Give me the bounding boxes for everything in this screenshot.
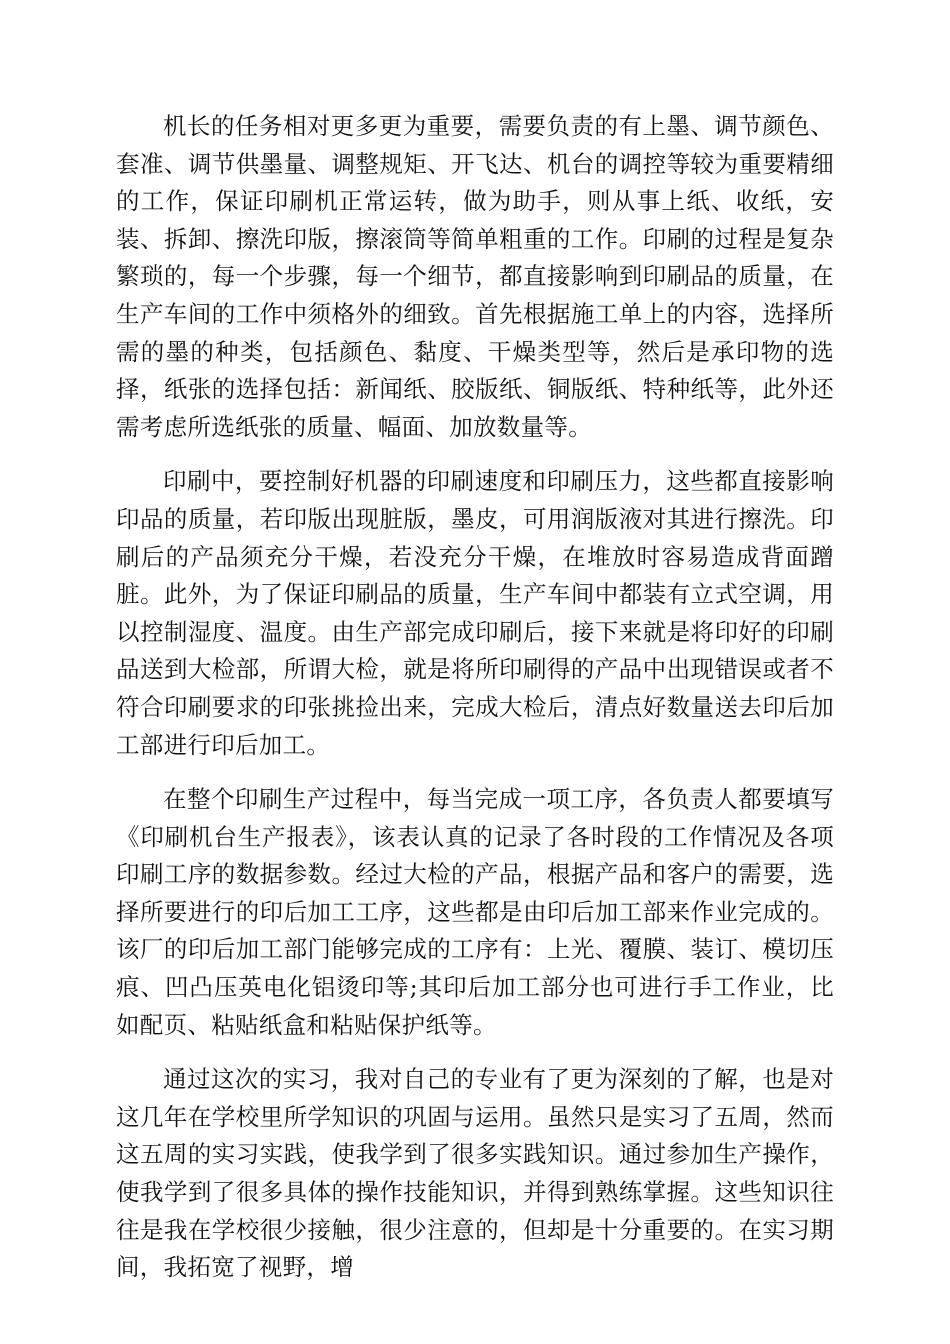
paragraph-internship-reflection: 通过这次的实习，我对自己的专业有了更为深刻的了解，也是对这几年在学校里所学知识的巩固与运用。虽然只是实习了五周，然而这五周的实习实践，使我学到了很多实践知识。通过参加生产操作，使我学到了很多具体的操作技能知识，并得到熟练掌握。这些知识往往是我在学校很少接触，很少注意的，但却是十分重要的。在实习期间，我拓宽了视野，增 (116, 1065, 834, 1282)
document-page (116, 108, 834, 1304)
paragraph-printing-roles: 机长的任务相对更多更为重要，需要负责的有上墨、调节颜色、套准、调节供墨量、调整规矩、开飞达、机台的调控等较为重要精细的工作，保证印刷机正常运转，做为助手，则从事上纸、收纸，安装、拆卸、擦洗印版，擦滚筒等简单粗重的工作。印刷的过程是复杂繁琐的，每一个步骤，每一个细节，都直接影响到印刷品的质量，在生产车间的工作中须格外的细致。首先根据施工单上的内容，选择所需的墨的种类，包括颜色、黏度、干燥类型等，然后是承印物的选择，纸张的选择包括：新闻纸、胶版纸、铜版纸、特种纸等，此外还需考虑所选纸张的质量、幅面、加放数量等。 (116, 112, 834, 441)
paragraph-printing-control: 印刷中，要控制好机器的印刷速度和印刷压力，这些都直接影响印品的质量，若印版出现脏版，墨皮，可用润版液对其进行擦洗。印刷后的产品须充分干燥，若没充分干燥，在堆放时容易造成背面蹭脏。此外，为了保证印刷品的质量，生产车间中都装有立式空调，用以控制湿度、温度。由生产部完成印刷后，接下来就是将印好的印刷品送到大检部，所谓大检，就是将所印刷得的产品中出现错误或者不符合印刷要求的印张挑捡出来，完成大检后，清点好数量送去印后加工部进行印后加工。 (116, 467, 834, 759)
paragraph-post-press: 在整个印刷生产过程中，每当完成一项工序，各负责人都要填写《印刷机台生产报表》，该表认真的记录了各时段的工作情况及各项印刷工序的数据参数。经过大检的产品，根据产品和客户的需要，选择所要进行的印后加工工序，这些都是由印后加工部来作业完成的。该厂的印后加工部门能够完成的工序有：上光、覆膜、装订、模切压痕、凹凸压英电化铝烫印等;其印后加工部分也可进行手工作业，比如配页、粘贴纸盒和粘贴保护纸等。 (116, 785, 834, 1039)
